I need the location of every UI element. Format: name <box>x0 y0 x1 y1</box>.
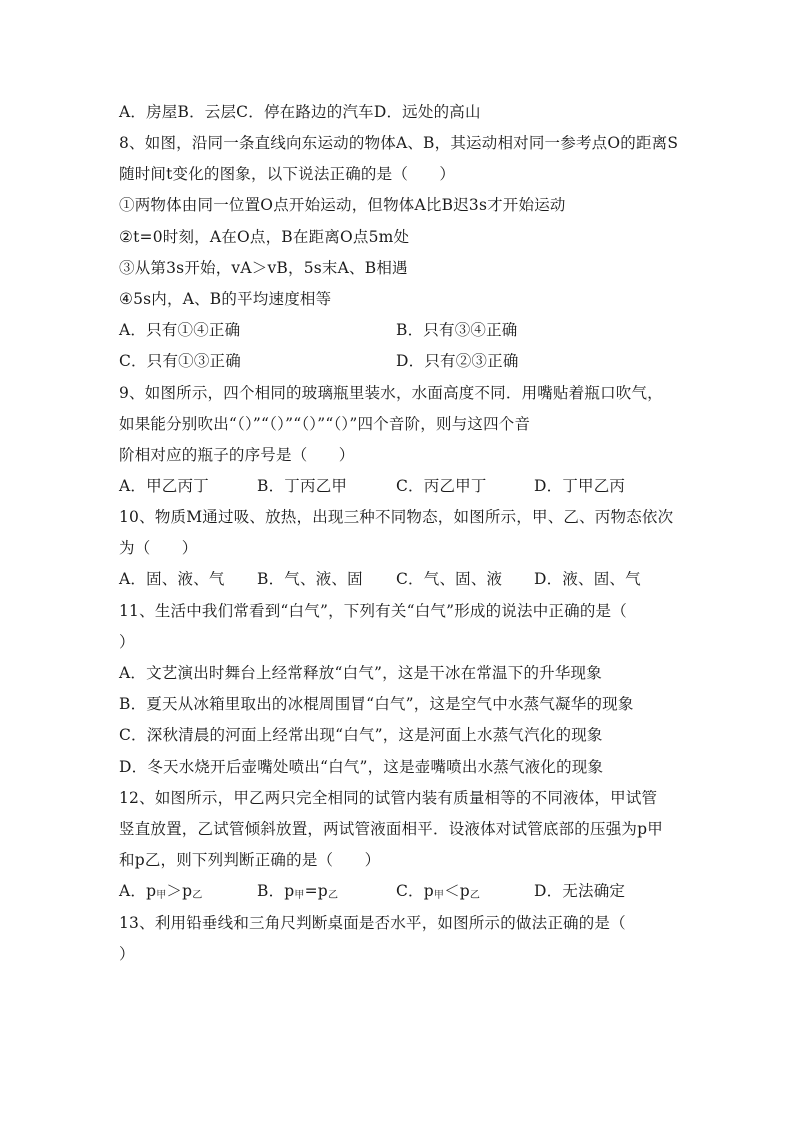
q12-option-c: C．$p_甲<p_乙$ <box>396 882 481 901</box>
q8-stem-line-1: 8、如图，沿同一条直线向东运动的物体A、B，其运动相对同一参考点O的距离S <box>119 134 679 152</box>
q8-stem-line-2: 随时间t变化的图象，以下说法正确的是（ ） <box>119 165 456 183</box>
q10-stem-line-2: 为（ ） <box>119 539 198 557</box>
q8-option-c: C．只有①③正确 <box>119 352 241 370</box>
q11-stem-line-1: 11、生活中我们常看到“白气”，下列有关“白气”形成的说法中正确的是（ <box>119 602 627 620</box>
q10-option-a: A．固、液、气 <box>119 570 225 588</box>
q10-stem-line-1: 10、物质M通过吸、放热，出现三种不同物态，如图所示，甲、乙、丙物态依次 <box>119 508 674 526</box>
q8-option-d: D．只有②③正确 <box>396 352 519 370</box>
q7-options-line: A．房屋B．云层C．停在路边的汽车D．远处的高山 <box>119 103 481 121</box>
q12-stem-line-3: 和p乙，则下列判断正确的是（ ） <box>119 851 381 869</box>
q8-statement-2: ②t=0时刻，A在O点，B在距离O点5m处 <box>119 228 410 246</box>
q9-option-b: B．丁丙乙甲 <box>257 477 348 495</box>
q12-stem-line-1: 12、如图所示，甲乙两只完全相同的试管内装有质量相等的不同液体，甲试管 <box>119 789 658 807</box>
q12-option-a: A．$p_甲>p_乙$ <box>119 882 203 901</box>
q11-option-b: B．夏天从冰箱里取出的冰棍周围冒“白气”，这是空气中水蒸气凝华的现象 <box>119 695 634 713</box>
q9-stem-line-3: 阶相对应的瓶子的序号是（ ） <box>119 446 355 464</box>
q9-option-c: C．丙乙甲丁 <box>396 477 487 495</box>
q11-stem-line-2: ） <box>119 633 135 651</box>
q13-stem-line-1: 13、利用铅垂线和三角尺判断桌面是否水平，如图所示的做法正确的是（ <box>119 914 626 932</box>
q10-option-c: C．气、固、液 <box>396 570 503 588</box>
q13-stem-line-2: ） <box>119 945 135 963</box>
q9-stem-line-2: 如果能分别吹出“（）”“（）”“（）”“（）”四个音阶，则与这四个音 <box>119 415 531 433</box>
q9-option-a: A．甲乙丙丁 <box>119 477 209 495</box>
q12-stem-line-2: 竖直放置，乙试管倾斜放置，两试管液面相平．设液体对试管底部的压强为p甲 <box>119 820 663 838</box>
q12-option-d: D．无法确定 <box>534 882 626 900</box>
q8-statement-3: ③从第3s开始，vA＞vB，5s末A、B相遇 <box>119 259 408 277</box>
q11-option-d: D．冬天水烧开后壶嘴处喷出“白气”，这是壶嘴喷出水蒸气液化的现象 <box>119 758 604 776</box>
q10-option-d: D．液、固、气 <box>534 570 641 588</box>
q12-option-b: B．$p_甲=p_乙$ <box>257 882 339 901</box>
q8-statement-4: ④5s内，A、B的平均速度相等 <box>119 290 332 308</box>
q11-option-a: A．文艺演出时舞台上经常释放“白气”，这是干冰在常温下的升华现象 <box>119 664 602 682</box>
q9-stem-line-1: 9、如图所示，四个相同的玻璃瓶里装水，水面高度不同．用嘴贴着瓶口吹气， <box>119 384 663 402</box>
q10-option-b: B．气、液、固 <box>257 570 363 588</box>
q8-option-a: A．只有①④正确 <box>119 321 241 339</box>
q9-option-d: D．丁甲乙丙 <box>534 477 626 495</box>
q11-option-c: C．深秋清晨的河面上经常出现“白气”，这是河面上水蒸气汽化的现象 <box>119 726 603 744</box>
q8-statement-1: ①两物体由同一位置O点开始运动，但物体A比B迟3s才开始运动 <box>119 196 566 214</box>
q8-option-b: B．只有③④正确 <box>396 321 518 339</box>
